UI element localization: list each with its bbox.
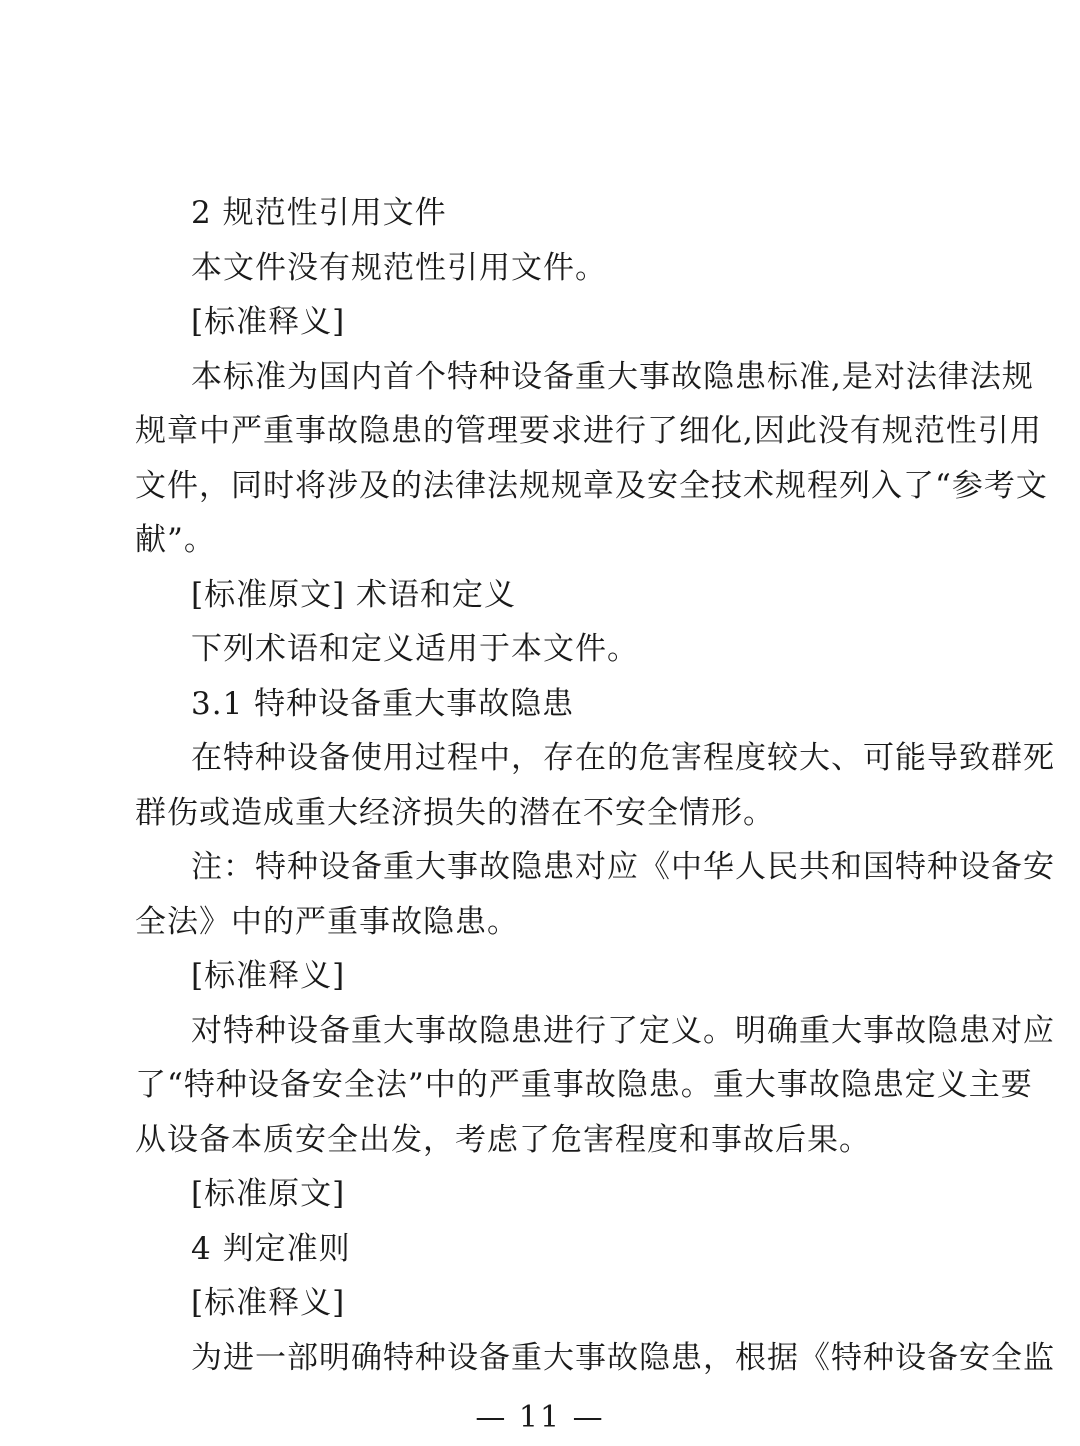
standard-interpretation-label: [标准释义]: [191, 1285, 346, 1321]
paragraph-line: 在特种设备使用过程中，存在的危害程度较大、可能导致群死: [191, 740, 1055, 776]
paragraph-line: 本文件没有规范性引用文件。: [191, 250, 607, 286]
standard-original-label: [标准原文]: [191, 1176, 346, 1212]
term-3-1-heading: 3.1 特种设备重大事故隐患: [191, 686, 575, 722]
paragraph-line: 下列术语和定义适用于本文件。: [191, 631, 639, 667]
note-line: 全法》中的严重事故隐患。: [135, 904, 519, 940]
paragraph-line: 本标准为国内首个特种设备重大事故隐患标准,是对法律法规: [191, 359, 1034, 395]
paragraph-line: 规章中严重事故隐患的管理要求进行了细化,因此没有规范性引用: [135, 413, 1042, 449]
paragraph-line: 从设备本质安全出发，考虑了危害程度和事故后果。: [135, 1122, 871, 1158]
note-line: 注：特种设备重大事故隐患对应《中华人民共和国特种设备安: [191, 849, 1055, 885]
standard-original-heading: [标准原文] 术语和定义: [191, 577, 517, 613]
paragraph-line: 对特种设备重大事故隐患进行了定义。明确重大事故隐患对应: [191, 1013, 1055, 1049]
paragraph-line: 为进一部明确特种设备重大事故隐患，根据《特种设备安全监: [191, 1340, 1055, 1376]
section-4-heading: 4 判定准则: [191, 1231, 351, 1267]
paragraph-line: 文件，同时将涉及的法律法规规章及安全技术规程列入了“参考文: [135, 468, 1048, 504]
standard-interpretation-label: [标准释义]: [191, 304, 346, 340]
paragraph-line: 了“特种设备安全法”中的严重事故隐患。重大事故隐患定义主要: [135, 1067, 1033, 1103]
section-2-heading: 2 规范性引用文件: [191, 195, 447, 231]
page-number: — 11 —: [475, 1400, 605, 1435]
paragraph-line: 群伤或造成重大经济损失的潜在不安全情形。: [135, 795, 775, 831]
standard-interpretation-label: [标准释义]: [191, 958, 346, 994]
paragraph-line: 献”。: [135, 522, 216, 558]
